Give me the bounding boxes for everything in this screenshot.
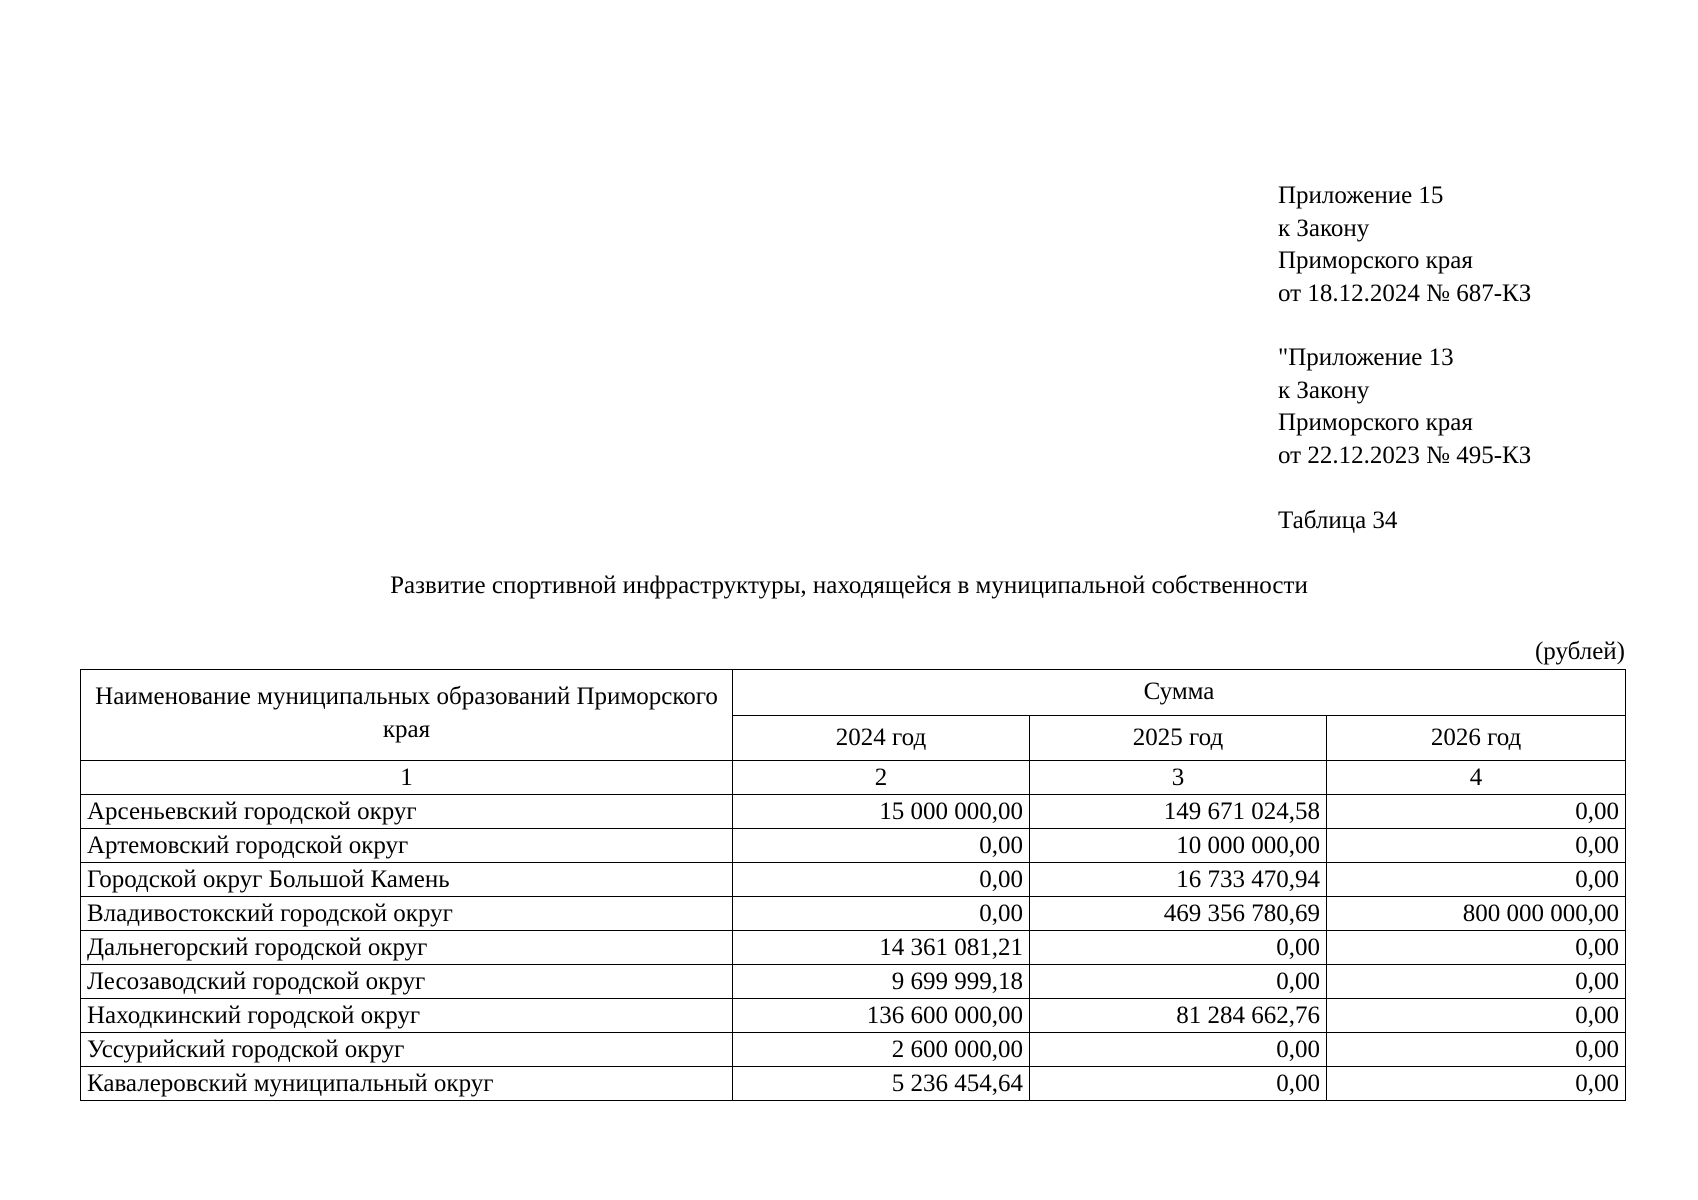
amount-2024: 0,00 (733, 863, 1030, 897)
column-number: 1 (81, 761, 733, 795)
table-row (81, 1067, 1626, 1101)
amount-2025: 10 000 000,00 (1030, 829, 1327, 863)
municipality-name: Арсеньевский городской округ (81, 795, 733, 829)
table-row (81, 897, 1626, 931)
amount-2024: 2 600 000,00 (733, 1033, 1030, 1067)
header-sum: Сумма (733, 670, 1626, 716)
table-row (81, 999, 1626, 1033)
header-year-2025: 2025 год (1030, 715, 1327, 761)
appendix-13-line: от 22.12.2023 № 495-КЗ (1278, 441, 1532, 469)
municipality-name: Находкинский городской округ (81, 999, 733, 1033)
municipality-name: Городской округ Большой Камень (81, 863, 733, 897)
amount-2024: 0,00 (733, 897, 1030, 931)
amount-2026: 800 000 000,00 (1327, 897, 1626, 931)
appendix-13-reference (1278, 342, 1531, 472)
document-title: Развитие спортивной инфраструктуры, находящейся в муниципальной собственности (390, 572, 1308, 599)
municipality-name: Артемовский городской округ (81, 829, 733, 863)
amount-2026: 0,00 (1327, 931, 1626, 965)
appendix-15-line: Приложение 15 (1278, 182, 1444, 209)
appendix-15-line: к Закону (1278, 214, 1370, 242)
amount-2025: 0,00 (1030, 1067, 1327, 1101)
appendix-15-line: Приморского края (1278, 247, 1473, 274)
amount-2026: 0,00 (1327, 999, 1626, 1033)
amount-2026: 0,00 (1327, 1067, 1626, 1101)
appendix-15-line: от 18.12.2024 № 687-КЗ (1278, 279, 1532, 307)
amount-2025: 81 284 662,76 (1030, 999, 1327, 1033)
amount-2025: 469 356 780,69 (1030, 897, 1327, 931)
municipality-name: Дальнегорский городской округ (81, 931, 733, 965)
header-year-2024: 2024 год (733, 715, 1030, 761)
column-number: 3 (1030, 761, 1327, 795)
municipality-name: Уссурийский городской округ (81, 1033, 733, 1067)
amount-2024: 14 361 081,21 (733, 931, 1030, 965)
appendix-15-reference (1278, 180, 1531, 310)
appendix-13-line: Приморского края (1278, 409, 1473, 436)
municipality-name: Владивостокский городской округ (81, 897, 733, 931)
amount-2025: 149 671 024,58 (1030, 795, 1327, 829)
amount-2024: 0,00 (733, 829, 1030, 863)
budget-table (80, 669, 1626, 1101)
table-row (81, 1033, 1626, 1067)
amount-2025: 0,00 (1030, 1033, 1327, 1067)
amount-2026: 0,00 (1327, 795, 1626, 829)
table-row (81, 931, 1626, 965)
amount-2026: 0,00 (1327, 863, 1626, 897)
column-number: 4 (1327, 761, 1626, 795)
municipality-name: Лесозаводский городской округ (81, 965, 733, 999)
column-number: 2 (733, 761, 1030, 795)
units-label: (рублей) (1534, 638, 1625, 665)
amount-2025: 16 733 470,94 (1030, 863, 1327, 897)
header-municipality-name: Наименование муниципальных образований Приморского края (81, 670, 733, 761)
amount-2026: 0,00 (1327, 829, 1626, 863)
table-row (81, 965, 1626, 999)
table-number: Таблица 34 (1278, 507, 1398, 534)
appendix-13-line: к Закону (1278, 376, 1370, 404)
amount-2024: 5 236 454,64 (733, 1067, 1030, 1101)
table-row (81, 863, 1626, 897)
amount-2025: 0,00 (1030, 931, 1327, 965)
table-row (81, 829, 1626, 863)
amount-2024: 136 600 000,00 (733, 999, 1030, 1033)
amount-2024: 9 699 999,18 (733, 965, 1030, 999)
amount-2026: 0,00 (1327, 1033, 1626, 1067)
amount-2025: 0,00 (1030, 965, 1327, 999)
municipality-name: Кавалеровский муниципальный округ (81, 1067, 733, 1101)
amount-2026: 0,00 (1327, 965, 1626, 999)
appendix-13-line: "Приложение 13 (1278, 344, 1454, 371)
column-number-row (81, 761, 1626, 795)
header-year-2026: 2026 год (1327, 715, 1626, 761)
amount-2024: 15 000 000,00 (733, 795, 1030, 829)
table-row (81, 795, 1626, 829)
